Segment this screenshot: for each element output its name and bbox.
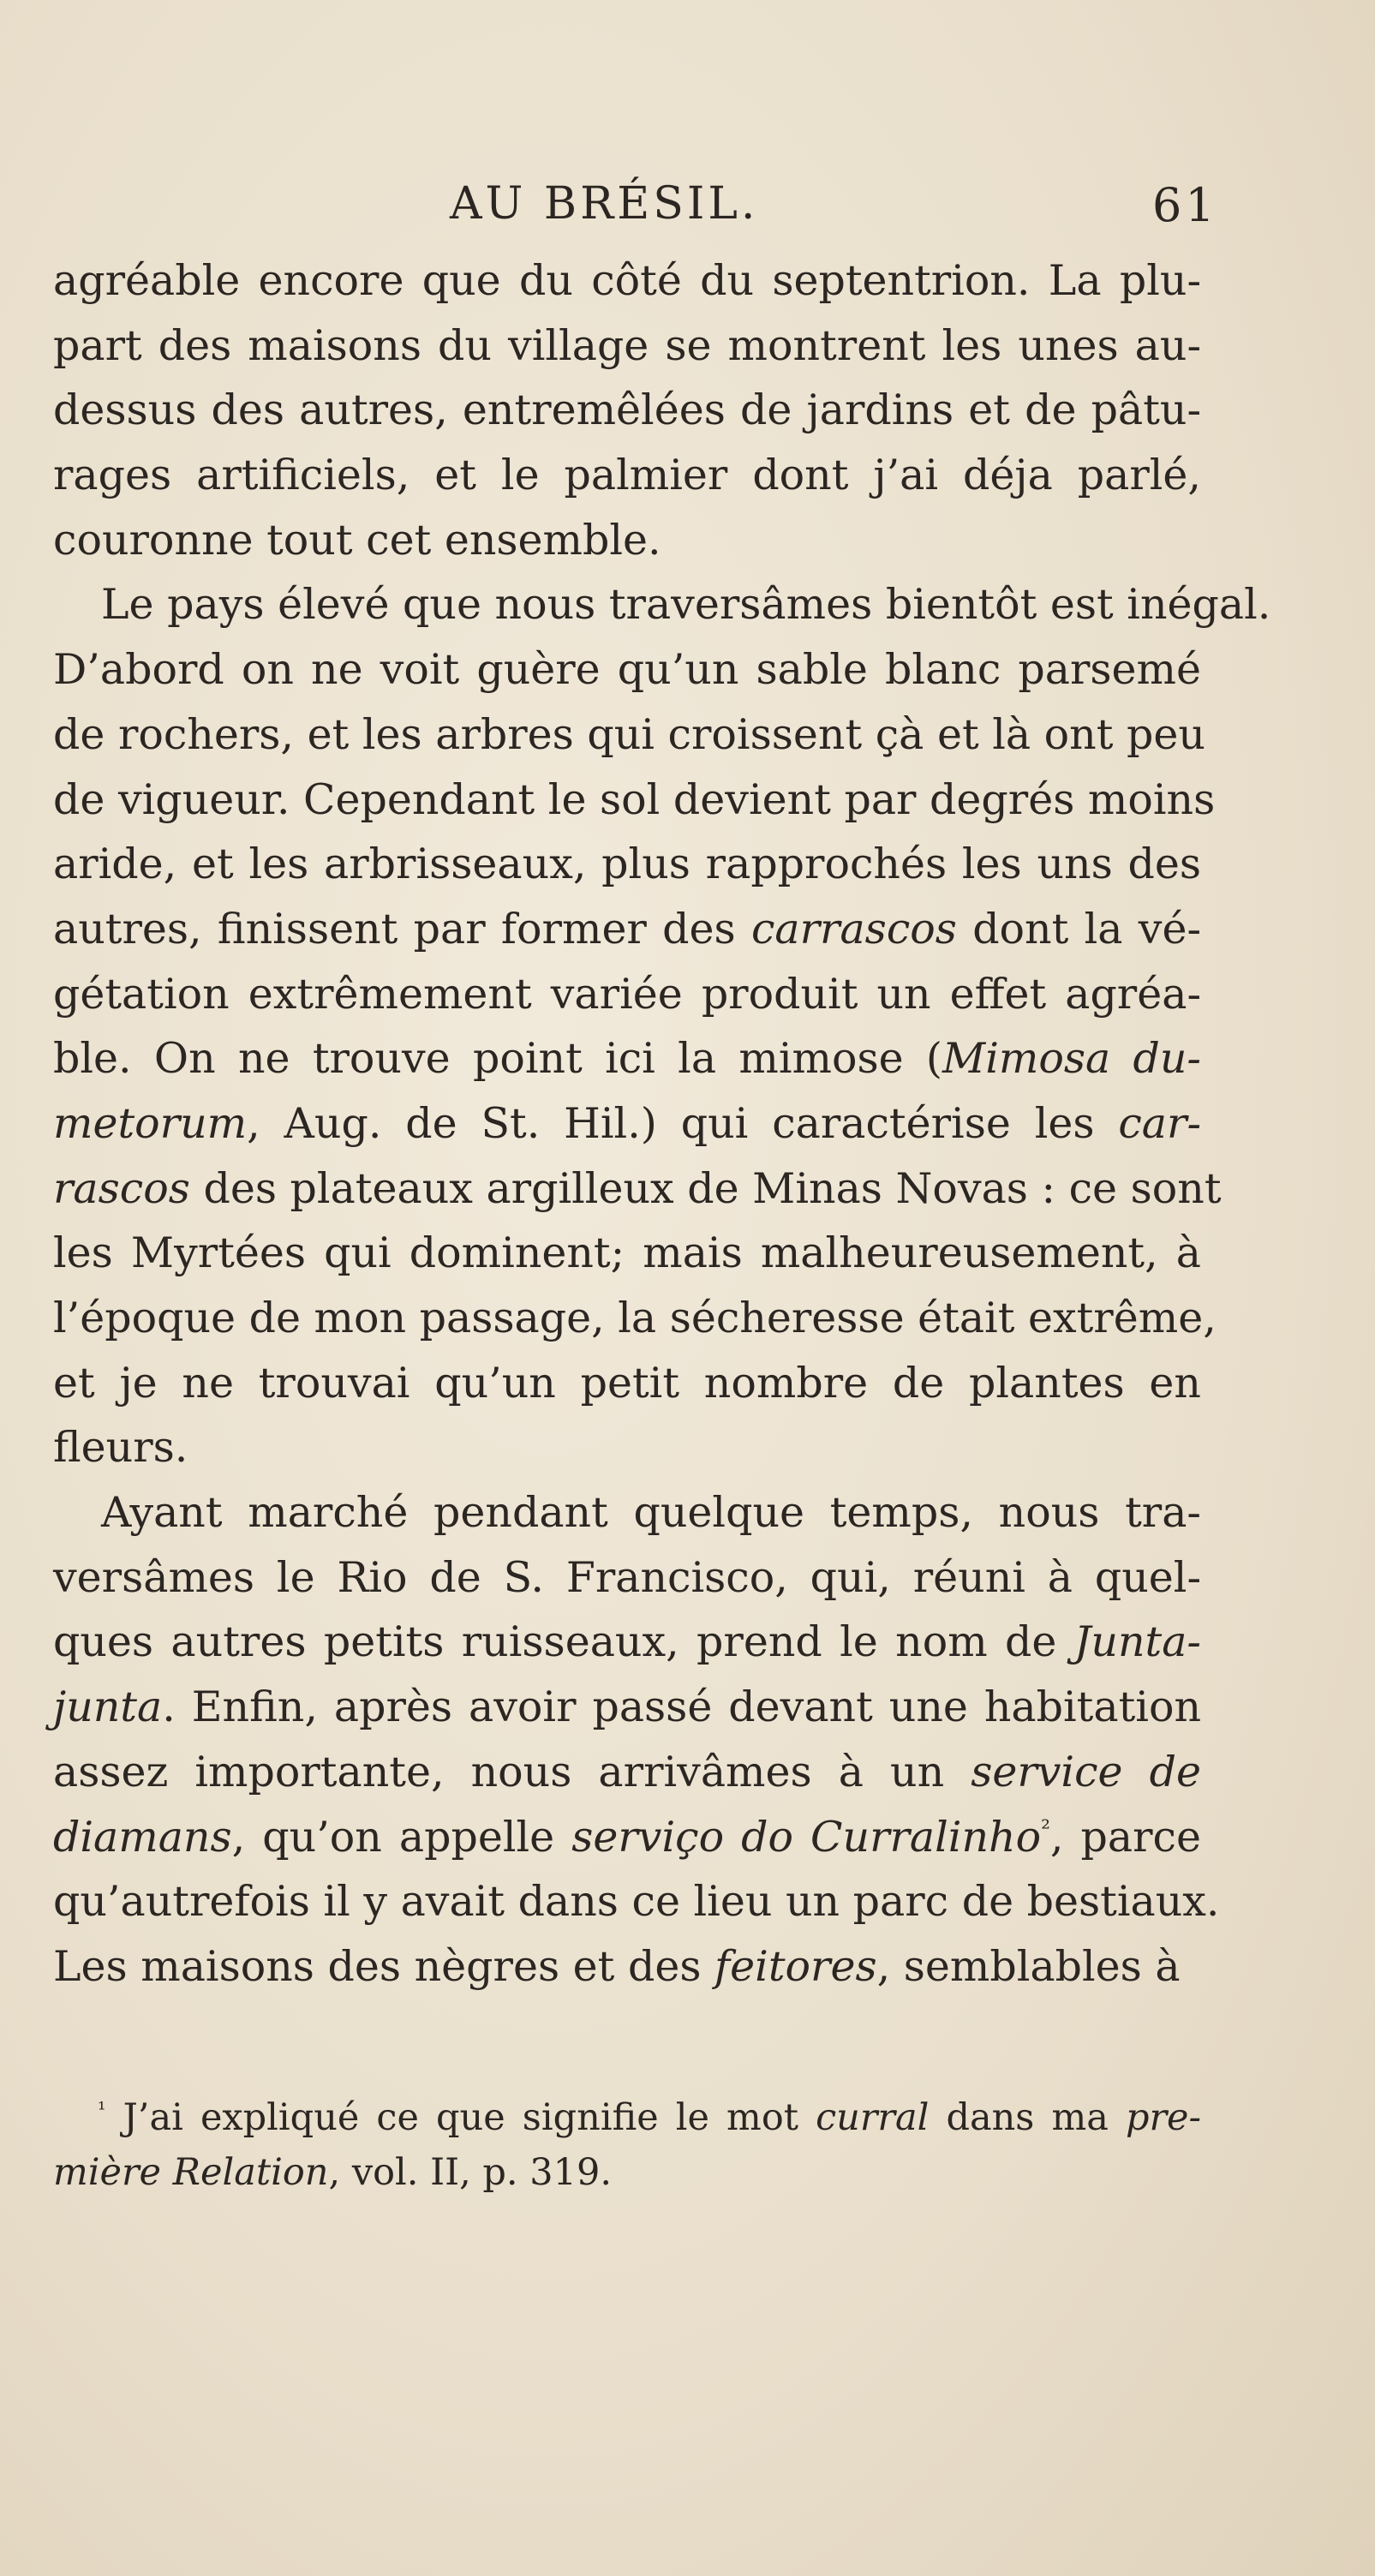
text-run: de vigueur. Cependant le sol devient par degrés moins bbox=[53, 774, 1216, 824]
text-run: D’abord on ne voit guère qu’un sable blanc parsemé bbox=[53, 645, 1201, 695]
paragraph-line bbox=[53, 572, 1271, 637]
text-run: de rochers, et les arbres qui croissent çà et là ont peu bbox=[53, 709, 1205, 759]
text-run: J’ai expliqué ce que signifie le mot bbox=[105, 2096, 816, 2139]
paragraph-line bbox=[53, 1675, 1201, 1740]
italic-text: curral bbox=[816, 2096, 930, 2139]
text-run: les Myrtées qui dominent; mais malheureusement, à bbox=[53, 1228, 1201, 1278]
text-run: ques autres petits ruisseaux, prend le nom de bbox=[53, 1617, 1074, 1667]
paragraph-line bbox=[53, 508, 1201, 573]
paragraph-line bbox=[53, 378, 1201, 443]
italic-text: feitores bbox=[714, 1941, 877, 1991]
paragraph-line bbox=[53, 1286, 1217, 1351]
text-run: . Enfin, après avoir passé devant une habitation bbox=[162, 1682, 1201, 1732]
paragraph-line bbox=[53, 1351, 1201, 1416]
body-text bbox=[53, 248, 1271, 1999]
note-marker: ¹ bbox=[98, 2097, 106, 2122]
text-run: , vol. II, p. 319. bbox=[328, 2151, 613, 2194]
text-run: autres, finissent par former des bbox=[53, 904, 751, 953]
paragraph-line bbox=[53, 1610, 1201, 1675]
italic-text: diamans bbox=[53, 1812, 232, 1862]
text-run: , Aug. de St. Hil.) qui caractérise les bbox=[247, 1098, 1119, 1148]
italic-text: Junta- bbox=[1073, 1617, 1201, 1667]
paragraph-line bbox=[53, 1545, 1201, 1611]
running-title: AU BRÉSIL. bbox=[450, 178, 759, 230]
paragraph-line bbox=[53, 248, 1201, 314]
paragraph-line bbox=[53, 1091, 1201, 1157]
text-run: couronne tout cet ensemble. bbox=[53, 515, 661, 565]
paragraph-line bbox=[53, 1805, 1201, 1870]
text-run: aride, et les arbrisseaux, plus rapprochés les uns des bbox=[53, 840, 1201, 889]
paragraph-line bbox=[53, 832, 1201, 897]
paragraph-line bbox=[53, 1415, 1201, 1480]
paragraph-line bbox=[53, 443, 1201, 508]
paragraph-line bbox=[53, 768, 1216, 833]
text-run: , semblables à bbox=[876, 1941, 1181, 1991]
text-run: dans ma bbox=[929, 2096, 1126, 2139]
page-header bbox=[51, 171, 1217, 240]
text-run: des plateaux argilleux de Minas Novas : ce sont bbox=[189, 1163, 1222, 1213]
footnote-line bbox=[53, 2145, 1201, 2200]
paragraph-line bbox=[53, 1221, 1201, 1286]
text-run: part des maisons du village se montrent les unes au- bbox=[53, 320, 1201, 370]
page-number: 61 bbox=[1152, 178, 1218, 232]
text-run: agréable encore que du côté du septentrion. La plu- bbox=[53, 256, 1201, 305]
footnotes bbox=[53, 2090, 1201, 2200]
text-run: Ayant marché pendant quelque temps, nous tra- bbox=[101, 1488, 1201, 1538]
text-run: qu’autrefois il y avait dans ce lieu un parc de bestiaux. bbox=[53, 1877, 1220, 1927]
text-run: versâmes le Rio de S. Francisco, qui, réuni à quel- bbox=[53, 1552, 1201, 1602]
paragraph-line bbox=[53, 1480, 1201, 1545]
text-run: dessus des autres, entremêlées de jardins et de pâtu- bbox=[53, 386, 1201, 435]
text-run: Les maisons des nègres et des bbox=[53, 1941, 715, 1991]
text-run: dont la vé- bbox=[956, 904, 1201, 953]
text-run: , parce bbox=[1049, 1812, 1201, 1862]
italic-text: rascos bbox=[53, 1163, 190, 1213]
italic-text: Mimosa du- bbox=[942, 1034, 1201, 1084]
paragraph-line bbox=[53, 1934, 1201, 1999]
paragraph-line bbox=[53, 637, 1201, 702]
italic-text: metorum bbox=[53, 1098, 248, 1148]
text-run: et je ne trouvai qu’un petit nombre de plantes en bbox=[53, 1358, 1201, 1408]
paragraph-line bbox=[53, 897, 1201, 962]
text-run: , qu’on appelle bbox=[231, 1812, 572, 1862]
italic-text: serviço do Curralinho bbox=[571, 1812, 1042, 1862]
text-run: assez importante, nous arrivâmes à un bbox=[53, 1747, 971, 1796]
text-run: fleurs. bbox=[53, 1423, 188, 1473]
paragraph-line bbox=[53, 314, 1201, 379]
text-run: rages artificiels, et le palmier dont j’ai déja parlé, bbox=[53, 451, 1201, 500]
italic-text: junta bbox=[53, 1682, 163, 1732]
italic-text: mière Relation bbox=[53, 2151, 329, 2194]
paragraph-line bbox=[53, 1869, 1220, 1934]
paragraph-line bbox=[53, 1740, 1201, 1805]
italic-text: car- bbox=[1118, 1098, 1201, 1148]
italic-text: carrascos bbox=[750, 904, 957, 953]
italic-text: service de bbox=[971, 1747, 1201, 1796]
italic-text: pre- bbox=[1125, 2096, 1201, 2139]
text-run: l’époque de mon passage, la sécheresse était extrême, bbox=[53, 1294, 1217, 1342]
paragraph-line bbox=[53, 702, 1205, 768]
text-run: Le pays élevé que nous traversâmes bientôt est inégal. bbox=[101, 580, 1271, 630]
text-run: gétation extrêmement variée produit un effet agréa- bbox=[53, 969, 1201, 1019]
text-run: ble. On ne trouve point ici la mimose ( bbox=[53, 1034, 943, 1084]
paragraph-line bbox=[53, 1026, 1201, 1091]
footnote-line bbox=[53, 2090, 1201, 2145]
paragraph-line bbox=[53, 962, 1201, 1027]
note-marker: ² bbox=[1041, 1815, 1050, 1843]
paragraph-line bbox=[53, 1157, 1222, 1222]
